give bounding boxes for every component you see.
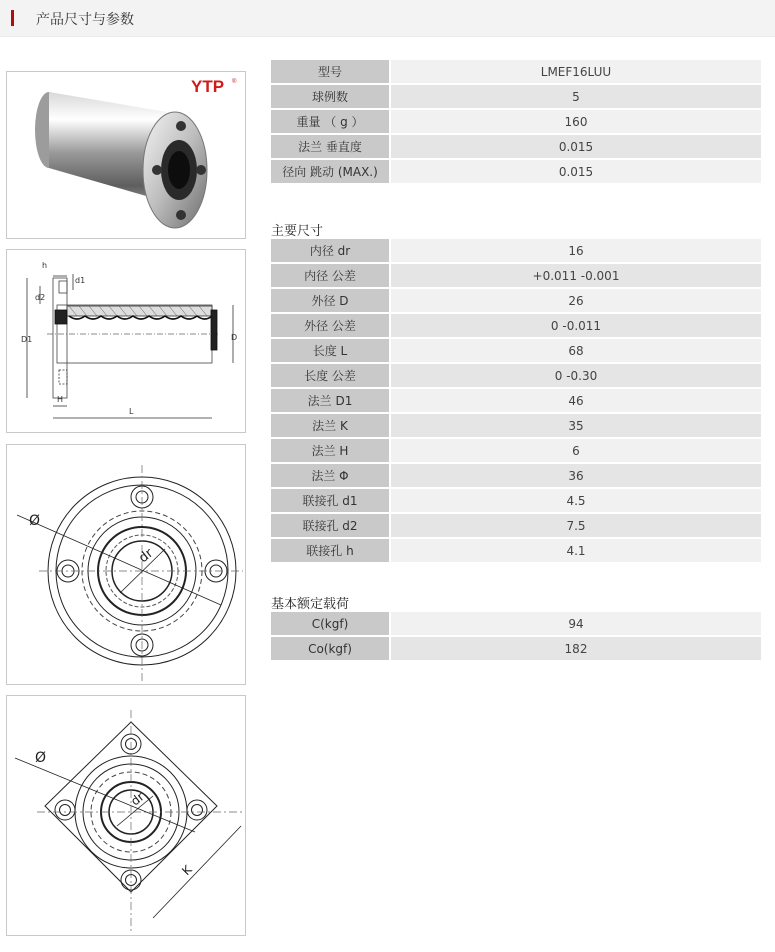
row-value: 6	[391, 439, 761, 464]
row-value: 4.5	[391, 489, 761, 514]
table-row	[271, 135, 761, 160]
label-square-K: K	[179, 862, 195, 879]
table-row	[271, 637, 761, 662]
label-side-d2: d2	[35, 293, 46, 302]
row-label: 球例数	[271, 85, 391, 110]
label-side-D1: D1	[21, 335, 33, 344]
row-value: 4.1	[391, 539, 761, 564]
table-row	[271, 464, 761, 489]
brand-registered-mark: ®	[232, 79, 237, 85]
row-value: LMEF16LUU	[391, 60, 761, 85]
label-side-d1: d1	[75, 276, 86, 285]
label-round-dr: dr	[136, 545, 157, 567]
row-label: 法兰 H	[271, 439, 391, 464]
basic-params-table	[271, 60, 761, 185]
dimensions-table	[271, 239, 761, 564]
brand-logo: YTP	[191, 77, 225, 96]
row-label: 法兰 垂直度	[271, 135, 391, 160]
table-row	[271, 414, 761, 439]
row-value: 46	[391, 389, 761, 414]
row-label: 内径 公差	[271, 264, 391, 289]
row-value: 0 -0.30	[391, 364, 761, 389]
row-label: 联接孔 d2	[271, 514, 391, 539]
row-value: 26	[391, 289, 761, 314]
round-flange-drawing	[6, 444, 246, 685]
row-value: 35	[391, 414, 761, 439]
row-value: 7.5	[391, 514, 761, 539]
row-label: 外径 公差	[271, 314, 391, 339]
row-label: 联接孔 d1	[271, 489, 391, 514]
row-value: 0 -0.011	[391, 314, 761, 339]
row-label: 外径 D	[271, 289, 391, 314]
label-side-h: h	[42, 261, 48, 270]
table-row	[271, 489, 761, 514]
table-row	[271, 289, 761, 314]
row-label: 径向 跳动 (MAX.)	[271, 160, 391, 185]
square-flange-drawing	[6, 695, 246, 936]
table-row	[271, 160, 761, 185]
row-value: 160	[391, 110, 761, 135]
row-label: 长度 公差	[271, 364, 391, 389]
label-square-dr: dr	[128, 789, 147, 809]
load-rating-table	[271, 612, 761, 662]
row-label: 法兰 D1	[271, 389, 391, 414]
table-row	[271, 239, 761, 264]
table-row	[271, 539, 761, 564]
row-value: 16	[391, 239, 761, 264]
section-header	[0, 0, 775, 37]
header-accent-bar	[11, 10, 14, 26]
row-value: 182	[391, 637, 761, 662]
row-value: 68	[391, 339, 761, 364]
section-title: 产品尺寸与参数	[36, 12, 134, 28]
row-label: 内径 dr	[271, 239, 391, 264]
product-photo	[6, 71, 246, 239]
row-label: 型号	[271, 60, 391, 85]
table-row	[271, 264, 761, 289]
label-side-L: L	[129, 407, 134, 416]
dims-section-title: 主要尺寸	[271, 224, 324, 239]
table-row	[271, 514, 761, 539]
row-label: 法兰 Φ	[271, 464, 391, 489]
table-row	[271, 85, 761, 110]
label-side-H: H	[57, 395, 64, 404]
row-value: 0.015	[391, 135, 761, 160]
row-value: 5	[391, 85, 761, 110]
label-side-D: D	[231, 333, 238, 342]
table-row	[271, 439, 761, 464]
table-row	[271, 314, 761, 339]
table-row	[271, 389, 761, 414]
row-label: 重量 （ g ）	[271, 110, 391, 135]
row-value: 36	[391, 464, 761, 489]
row-label: 联接孔 h	[271, 539, 391, 564]
table-row	[271, 110, 761, 135]
side-section-drawing	[6, 249, 246, 433]
table-row	[271, 60, 761, 85]
row-label: C(kgf)	[271, 612, 391, 637]
table-row	[271, 339, 761, 364]
table-row	[271, 612, 761, 637]
row-value: 0.015	[391, 160, 761, 185]
row-label: 长度 L	[271, 339, 391, 364]
row-value: +0.011 -0.001	[391, 264, 761, 289]
load-section-title: 基本额定载荷	[271, 597, 350, 612]
table-row	[271, 364, 761, 389]
label-round-phi: Ø	[29, 513, 41, 529]
row-value: 94	[391, 612, 761, 637]
label-square-phi: Ø	[35, 750, 47, 766]
row-label: Co(kgf)	[271, 637, 391, 662]
row-label: 法兰 K	[271, 414, 391, 439]
